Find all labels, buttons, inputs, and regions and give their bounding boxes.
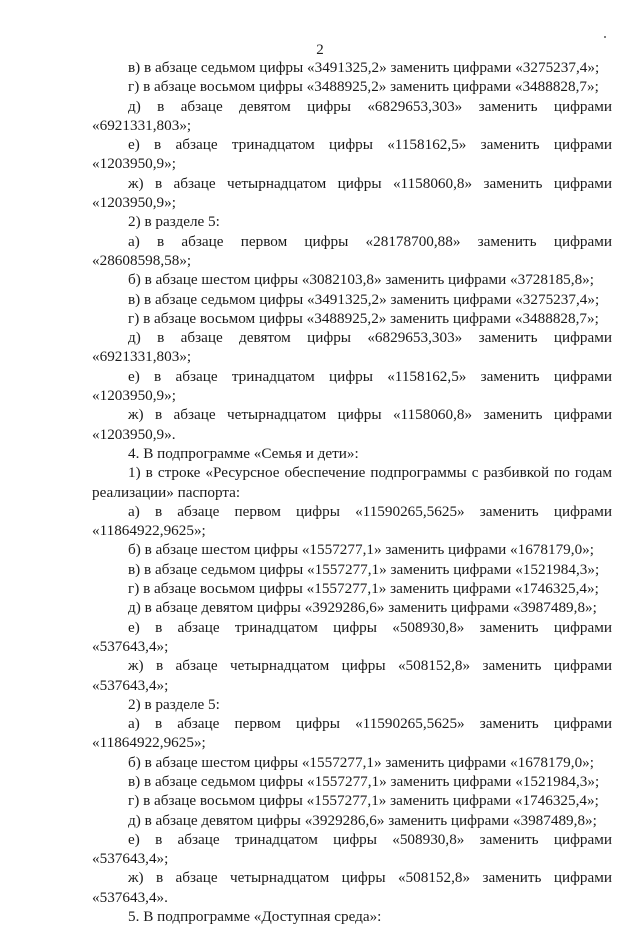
- text-line: ж) в абзаце четырнадцатом цифры «508152,8» заменить цифрами: [128, 869, 612, 887]
- text-line: в) в абзаце седьмом цифры «3491325,2» заменить цифрами «3275237,4»;: [128, 59, 600, 76]
- text-line: 4. В подпрограмме «Семья и дети»:: [128, 444, 359, 462]
- text-line: б) в абзаце шестом цифры «1557277,1» заменить цифрами «1678179,0»;: [128, 753, 594, 771]
- text-line: реализации» паспорта:: [92, 483, 241, 501]
- text-line: 5. В подпрограмме «Доступная среда»:: [128, 908, 382, 926]
- text-line: д) в абзаце девятом цифры «6829653,303» заменить цифрами: [128, 97, 612, 115]
- text-line: в) в абзаце седьмом цифры «1557277,1» заменить цифрами «1521984,3»;: [128, 772, 600, 790]
- text-line: в) в абзаце седьмом цифры «1557277,1» заменить цифрами «1521984,3»;: [128, 560, 600, 578]
- text-line: а) в абзаце первом цифры «11590265,5625» заменить цифрами: [128, 502, 612, 520]
- text-line: 2) в разделе 5:: [128, 213, 220, 231]
- text-line: «537643,4».: [92, 888, 168, 906]
- text-line: «1203950,9»;: [92, 387, 176, 405]
- text-line: «537643,4»;: [92, 676, 169, 694]
- text-line: е) в абзаце тринадцатом цифры «1158162,5» заменить цифрами: [128, 367, 612, 385]
- text-line: г) в абзаце восьмом цифры «1557277,1» заменить цифрами «1746325,4»;: [128, 792, 599, 810]
- document-body: [92, 58, 612, 926]
- text-line: г) в абзаце восьмом цифры «1557277,1» заменить цифрами «1746325,4»;: [128, 580, 599, 598]
- text-line: в) в абзаце седьмом цифры «3491325,2» заменить цифрами «3275237,4»;: [128, 290, 600, 308]
- text-line: «1203950,9».: [92, 425, 176, 443]
- text-line: а) в абзаце первом цифры «28178700,88» заменить цифрами: [128, 232, 612, 250]
- text-line: г) в абзаце восьмом цифры «3488925,2» заменить цифрами «3488828,7»;: [128, 309, 599, 327]
- text-line: д) в абзаце девятом цифры «3929286,6» заменить цифрами «3987489,8»;: [128, 599, 597, 617]
- text-line: «28608598,58»;: [92, 251, 192, 269]
- text-line: «537643,4»;: [92, 637, 169, 655]
- text-line: «1203950,9»;: [92, 194, 176, 212]
- text-line: «537643,4»;: [92, 850, 169, 868]
- text-line: ж) в абзаце четырнадцатом цифры «1158060,8» заменить цифрами: [128, 406, 612, 424]
- text-line: а) в абзаце первом цифры «11590265,5625» заменить цифрами: [128, 715, 612, 733]
- text-line: 2) в разделе 5:: [128, 695, 220, 713]
- text-line: «6921331,803»;: [92, 116, 192, 134]
- text-line: г) в абзаце восьмом цифры «3488925,2» заменить цифрами «3488828,7»;: [128, 78, 599, 96]
- scan-speck: [604, 36, 606, 38]
- text-line: б) в абзаце шестом цифры «3082103,8» заменить цифрами «3728185,8»;: [128, 271, 594, 289]
- text-line: ж) в абзаце четырнадцатом цифры «508152,8» заменить цифрами: [128, 657, 612, 675]
- text-line: е) в абзаце тринадцатом цифры «508930,8» заменить цифрами: [128, 830, 612, 848]
- text-line: е) в абзаце тринадцатом цифры «1158162,5» заменить цифрами: [128, 136, 612, 154]
- text-line: д) в абзаце девятом цифры «3929286,6» заменить цифрами «3987489,8»;: [128, 811, 597, 829]
- text-line: е) в абзаце тринадцатом цифры «508930,8» заменить цифрами: [128, 618, 612, 636]
- text-line: ж) в абзаце четырнадцатом цифры «1158060,8» заменить цифрами: [128, 174, 612, 192]
- text-line: б) в абзаце шестом цифры «1557277,1» заменить цифрами «1678179,0»;: [128, 541, 594, 559]
- text-line: 1) в строке «Ресурсное обеспечение подпрограммы с разбивкой по годам: [128, 464, 612, 482]
- text-line: «6921331,803»;: [92, 348, 192, 366]
- text-line: «11864922,9625»;: [92, 734, 206, 752]
- text-line: д) в абзаце девятом цифры «6829653,303» заменить цифрами: [128, 329, 612, 347]
- text-line: «1203950,9»;: [92, 155, 176, 173]
- text-line: «11864922,9625»;: [92, 522, 206, 540]
- page-number: 2: [316, 42, 324, 58]
